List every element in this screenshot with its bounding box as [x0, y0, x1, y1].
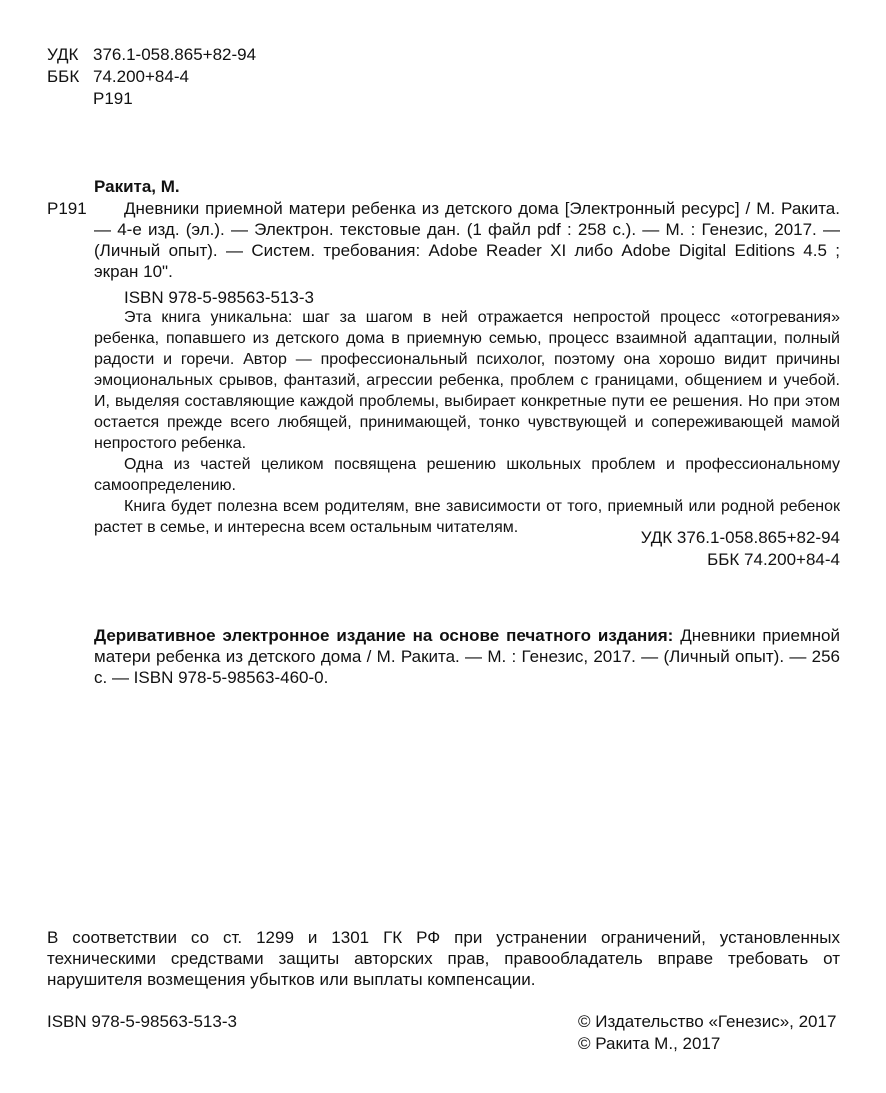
bbk-value: 74.200+84-4: [93, 67, 189, 86]
udk-row: [47, 44, 256, 66]
derivative-edition-note: [94, 625, 840, 688]
author-mark: Р191: [93, 89, 133, 108]
right-classification-codes: [641, 527, 840, 571]
udk-value: 376.1-058.865+82-94: [93, 45, 257, 64]
copyright-author: © Ракита М., 2017: [578, 1034, 721, 1053]
author-heading: Ракита, М.: [94, 177, 180, 196]
annotation-paragraph-3: Книга будет полезна всем родителям, вне зависимости от того, приемный или родной ребенок растет в семье, и интересна всем остальным читателям.: [94, 498, 840, 536]
description-text: Дневники приемной матери ребенка из детского дома [Электронный ресурс] / М. Ракита. — 4-е изд. (эл.). — Электрон. текстовые дан. (1 файл pdf : 258 с.). — М. : Генезис, 2017. — (Личный опыт). — Систем. требования: Adobe Reader XI либо Adobe Digital Editions 4.5 ; экран 10".: [94, 199, 840, 281]
annotation: [94, 307, 840, 538]
classification-codes: [47, 44, 256, 110]
right-bbk: ББК 74.200+84-4: [707, 550, 840, 569]
copyright-publisher: © Издательство «Генезис», 2017: [578, 1012, 837, 1031]
annotation-paragraph-1: Эта книга уникальна: шаг за шагом в ней отражается непростой процесс «отогревания» ребенка, попавшего из детского дома в приемную семью, процесс взаимной адаптации, полный радости и горечи. Автор — профессиональный психолог, поэтому она хорошо видит причины эмоциональных срывов, фантазий, агрессии ребенка, проблем с границами, общением и учебой. И, выделяя составляющие каждой проблемы, выбирает конкретные пути ее решения. Но при этом остается прежде всего любящей, принимающей, тонко чувствующей и сопереживающей мамой непростого ребенка.: [94, 309, 840, 452]
bbk-row: [47, 66, 256, 88]
copyright-block: [578, 1011, 836, 1055]
entry-isbn: ISBN 978-5-98563-513-3: [124, 288, 314, 307]
footer-isbn: ISBN 978-5-98563-513-3: [47, 1012, 237, 1031]
bibliographic-description: [94, 198, 840, 282]
legal-notice: В соответствии со ст. 1299 и 1301 ГК РФ при устранении ограничений, установленных техническими средствами защиты авторских прав, правообладатель вправе требовать от нарушителя возмещения убытков или выплаты компенсации.: [47, 928, 840, 989]
bbk-label: ББК: [47, 67, 80, 86]
right-udk: УДК 376.1-058.865+82-94: [640, 528, 840, 547]
derivative-label: Деривативное электронное издание на основе печатного издания:: [94, 626, 674, 645]
author-mark-row: [47, 88, 256, 110]
udk-label: УДК: [47, 45, 79, 64]
derivative-text: Дневники приемной матери ребенка из детского дома / М. Ракита. — М. : Генезис, 2017. — (Личный опыт). — 256 с. — ISBN 978-5-98563-460-0.: [94, 626, 840, 687]
catalog-code: Р191: [47, 199, 87, 218]
annotation-paragraph-2: Одна из частей целиком посвящена решению школьных проблем и профессиональному самоопределению.: [94, 456, 840, 494]
